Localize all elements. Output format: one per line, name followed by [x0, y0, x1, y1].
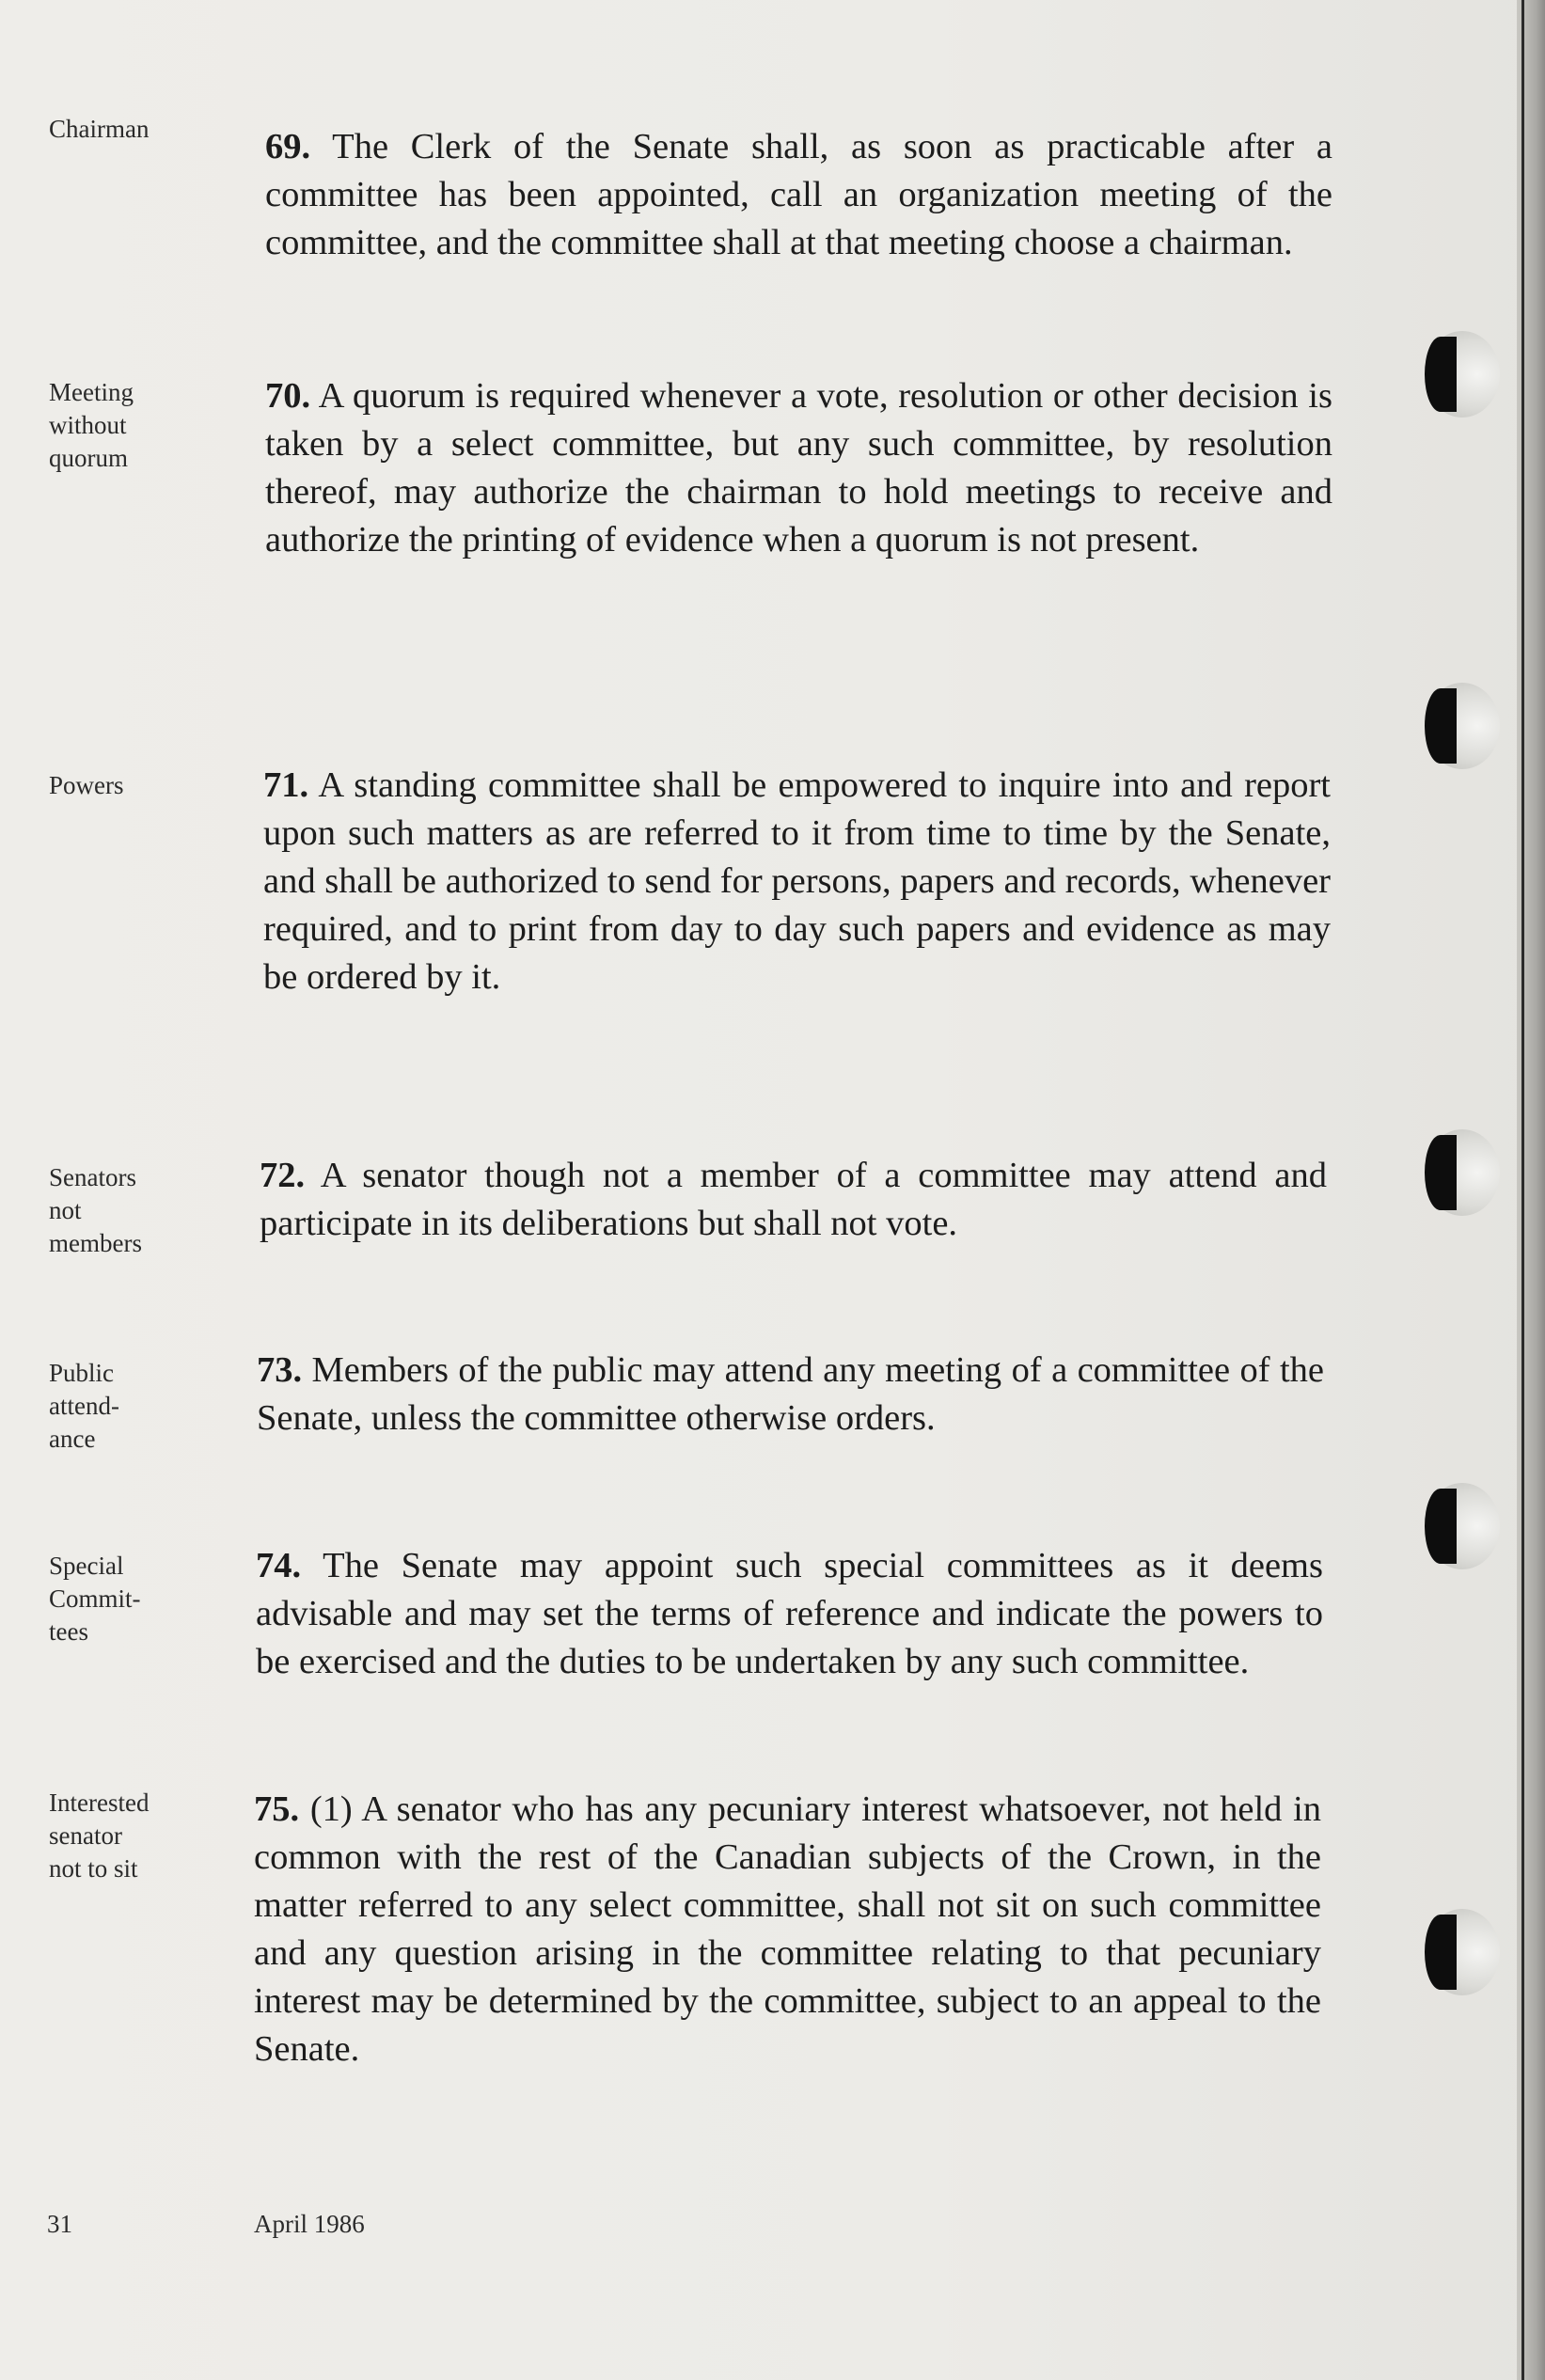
margin-note: Chairman [49, 115, 150, 143]
rule-text: A standing committee shall be empowered to inquire into and report upon such matters as are referred to it from time to time by the Senate, and shall be authorized to send for persons, papers and records, whenever required, and to print from day to day such papers and evidence as may be ordered by it. [263, 765, 1331, 997]
rule-number: 71. [263, 765, 309, 805]
rule-body [257, 1347, 1324, 1442]
rule-text: A senator though not a member of a committee may attend and participate in its deliberations but shall not vote. [260, 1156, 1327, 1243]
punch-hole [1425, 1483, 1500, 1569]
rule-number: 73. [257, 1350, 303, 1390]
rule-number: 72. [260, 1156, 306, 1195]
rule-number: 70. [265, 376, 311, 416]
punch-hole [1425, 331, 1500, 418]
rule-body [260, 1152, 1327, 1248]
punch-hole [1425, 683, 1500, 769]
page-number: 31 [47, 2210, 72, 2238]
rule-body [256, 1542, 1323, 1686]
binding-line [1521, 0, 1524, 2380]
rule-text: The Senate may appoint such special committees as it deems advisable and may set the terms of reference and indicate the powers to be exercised and the duties to be undertaken by any such committee. [256, 1546, 1323, 1681]
punch-hole [1425, 1909, 1500, 1995]
rule-body [265, 123, 1332, 267]
rule-text: Members of the public may attend any meeting of a committee of the Senate, unless the committee otherwise orders. [257, 1350, 1325, 1438]
margin-note: Interested senator not to sit [49, 1789, 150, 1883]
margin-note: Special Commit- tees [49, 1552, 141, 1646]
rule-number: 74. [256, 1546, 302, 1585]
rule-number: 75. [254, 1789, 300, 1829]
rule-body [263, 762, 1331, 1001]
margin-note: Senators not members [49, 1163, 142, 1257]
rule-text: (1) A senator who has any pecuniary interest whatsoever, not held in common with the rest of the Canadian subjects of the Crown, in the matter referred to any select committee, shall not sit on such committee and any question arising in the committee relating to that pecuniary interest may be determined by the committee, subject to an appeal to the Senate. [254, 1789, 1322, 2069]
rule-body [265, 372, 1332, 564]
punch-hole [1425, 1129, 1500, 1216]
rule-text: A quorum is required whenever a vote, resolution or other decision is taken by a select committee, but any such committee, by resolution thereof, may authorize the chairman to hold meetings to receive and authorize the printing of evidence when a quorum is not present. [265, 376, 1332, 560]
rule-text: The Clerk of the Senate shall, as soon as practicable after a committee has been appointed, call an organization meeting of the committee, and the committee shall at that meeting choose a chairman. [265, 127, 1332, 262]
margin-note: Powers [49, 771, 124, 799]
rule-body [254, 1786, 1321, 2073]
margin-note: Public attend- ance [49, 1359, 119, 1453]
margin-note: Meeting without quorum [49, 378, 134, 472]
rule-number: 69. [265, 127, 311, 166]
footer-date: April 1986 [254, 2210, 365, 2238]
